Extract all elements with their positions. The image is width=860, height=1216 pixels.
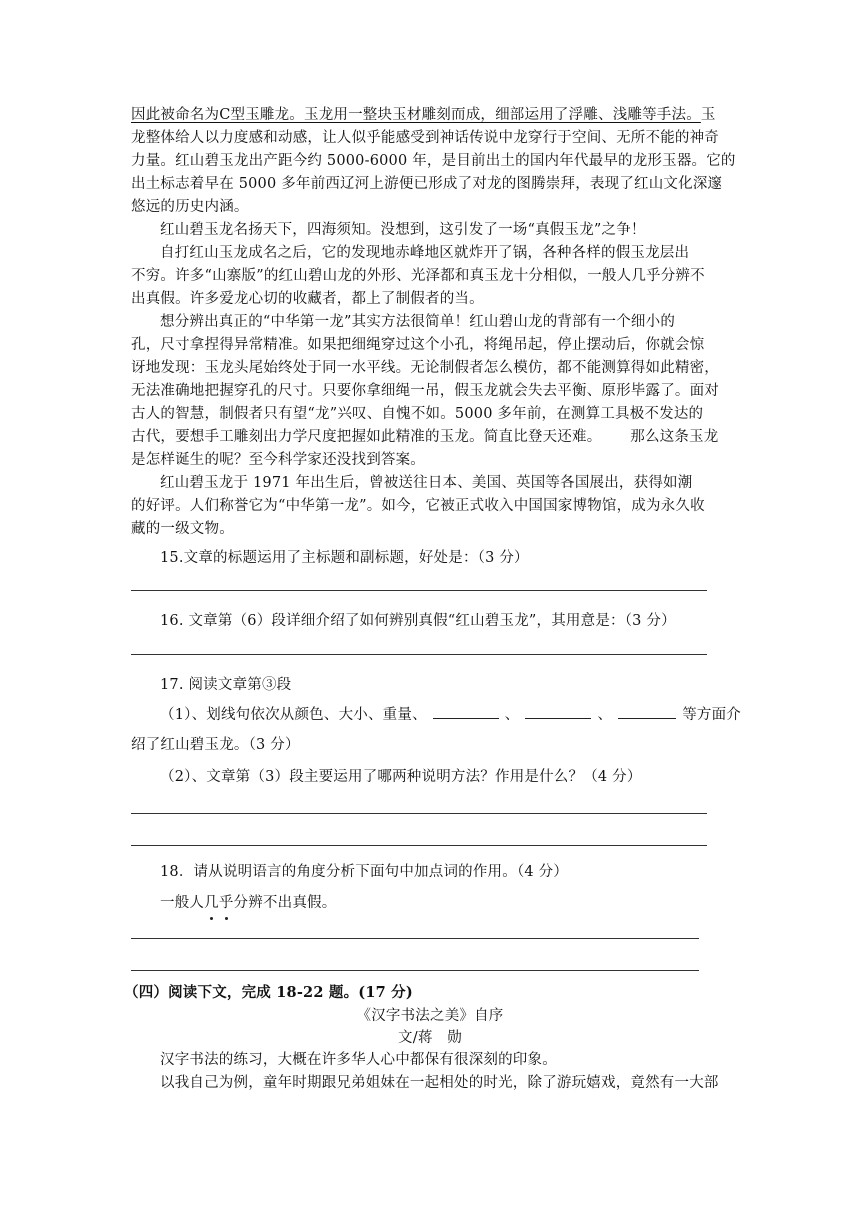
question-17-2: （2）、文章第（3）段主要运用了哪两种说明方法？作用是什么？（4 分） [160, 769, 642, 785]
question-text: 等方面介 [682, 707, 741, 723]
question-18: 18．请从说明语言的角度分析下面句中加点词的作用。（4 分） [160, 864, 569, 880]
passage-line: 红山碧玉龙名扬天下，四海须知。没想到，这引发了一场“真假玉龙”之争！ [160, 222, 646, 238]
passage-line: 孔，尺寸拿捏得异常精准。如果把细绳穿过这个小孔，将绳吊起，停止摆动后，你就会惊 [131, 337, 705, 353]
passage-line: 不穷。许多“山寨版”的红山碧山龙的外形、光泽都和真玉龙十分相似，一般人几乎分辨不 [131, 268, 705, 284]
passage-line: 自打红山玉龙成名之后，它的发现地赤峰地区就炸开了锅，各种各样的假玉龙层出 [160, 245, 690, 261]
answer-line-18b[interactable] [131, 970, 699, 971]
passage-line: 的好评。人们称誉它为“中华第一龙”。如今，它被正式收入中国国家博物馆，成为永久收 [131, 498, 705, 514]
question-17: 17. 阅读文章第③段 [160, 677, 292, 693]
underlined-sentence: 因此被命名为C型玉雕龙。玉龙用一整块玉材雕刻而成，细部运用了浮雕、浅雕等手法。 [131, 107, 701, 123]
passage-text: 玉 [700, 107, 716, 123]
passage-line: 古代，要想手工雕刻出力学尺度把握如此精准的玉龙。简直比登天还难。 那么这条玉龙 [131, 429, 719, 445]
fill-blank-1[interactable] [433, 704, 499, 719]
question-17-1 [160, 704, 741, 726]
question-16: 16. 文章第（6）段详细介绍了如何辨别真假“红山碧玉龙”，其用意是：（3 分） [160, 613, 676, 629]
passage-line: 藏的一级文物。 [131, 521, 234, 537]
separator: 、 [504, 707, 520, 723]
passage-line: 讶地发现：玉龙头尾始终处于同一水平线。无论制假者怎么模仿，都不能测算得如此精密， [131, 360, 719, 376]
fill-blank-2[interactable] [525, 704, 591, 719]
passage-line: 无法准确地把握穿孔的尺寸。只要你拿细绳一吊，假玉龙就会失去平衡、原形毕露了。面对 [131, 383, 719, 399]
passage-line: 红山碧玉龙于 1971 年出生后，曾被送往日本、美国、英国等各国展出，获得如潮 [160, 475, 693, 491]
passage-line [131, 104, 716, 126]
section-heading: （四）阅读下文，完成 18-22 题。(17 分) [124, 984, 413, 1001]
question-18-sentence [160, 892, 336, 914]
article-title: 《汉字书法之美》自序 [356, 1008, 504, 1024]
answer-line-17a[interactable] [131, 813, 707, 814]
passage-line: 悠远的历史内涵。 [131, 199, 249, 215]
question-15: 15.文章的标题运用了主标题和副标题，好处是：（3 分） [160, 550, 529, 566]
sentence-text: 一般人 [160, 895, 205, 911]
separator: 、 [597, 707, 613, 723]
question-17-1-cont: 绍了红山碧玉龙。（3 分） [131, 737, 300, 753]
emphasis-dotted-char: 乎 [219, 892, 234, 914]
passage-line: 汉字书法的练习，大概在许多华人心中都保有很深刻的印象。 [160, 1052, 557, 1068]
passage-line: 出土标志着早在 5000 多年前西辽河上游便已形成了对龙的图腾崇拜，表现了红山文化深邃 [131, 176, 723, 192]
answer-line-15[interactable] [131, 590, 707, 591]
article-author: 文/蒋 勋 [398, 1030, 462, 1046]
passage-line: 以我自己为例，童年时期跟兄弟姐妹在一起相处的时光，除了游玩嬉戏，竟然有一大部 [160, 1075, 719, 1091]
answer-line-16[interactable] [131, 654, 707, 655]
answer-line-17b[interactable] [131, 845, 707, 846]
fill-blank-3[interactable] [618, 704, 676, 719]
sentence-text: 分辨不出真假。 [233, 895, 337, 911]
emphasis-dotted-char: 几 [204, 892, 219, 914]
passage-line: 出真假。许多爱龙心切的收藏者，都上了制假者的当。 [131, 291, 484, 307]
passage-line: 是怎样诞生的呢？至今科学家还没找到答案。 [131, 452, 425, 468]
passage-line: 力量。红山碧玉龙出产距今约 5000-6000 年，是目前出土的国内年代最早的龙形玉器。它的 [131, 153, 736, 169]
question-text: （1）、划线句依次从颜色、大小、重量、 [160, 707, 427, 723]
answer-line-18a[interactable] [131, 938, 699, 939]
passage-line: 想分辨出真正的“中华第一龙”其实方法很简单！红山碧山龙的背部有一个细小的 [160, 314, 676, 330]
passage-line: 古人的智慧，制假者只有望“龙”兴叹、自愧不如。5000 多年前，在测算工具极不发达的 [131, 406, 704, 422]
passage-line: 龙整体给人以力度感和动感，让人似乎能感受到神话传说中龙穿行于空间、无所不能的神奇 [131, 130, 719, 146]
